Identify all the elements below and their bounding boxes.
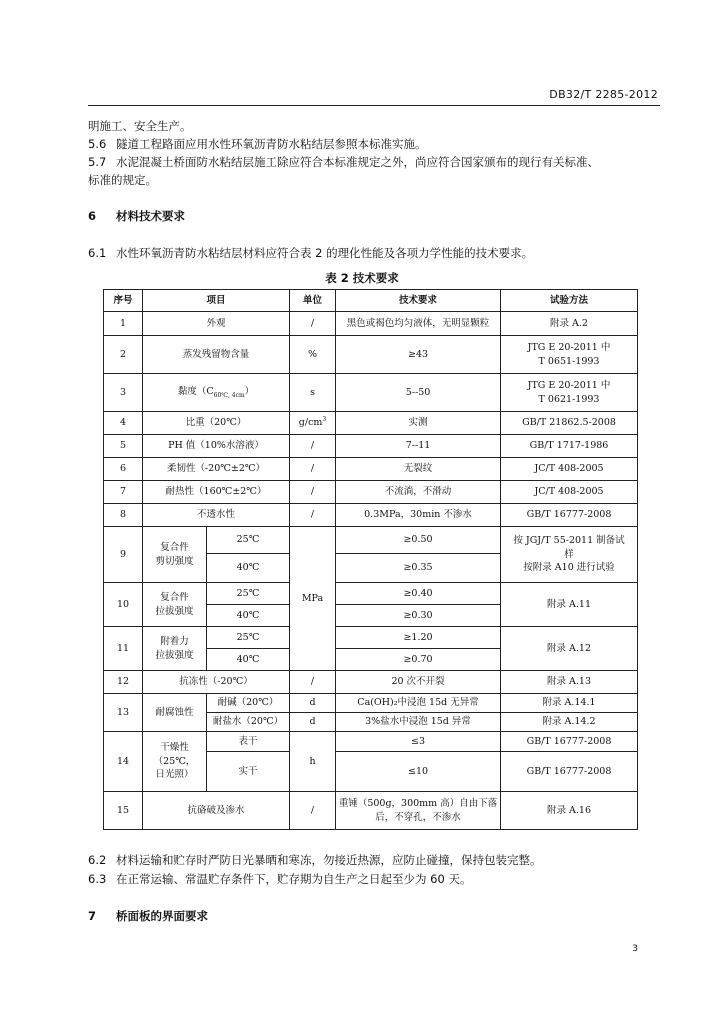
row-method: GB/T 21862.5-2008 xyxy=(501,412,638,435)
row-method: GB/T 16777-2008 xyxy=(501,752,638,792)
row-item xyxy=(143,374,290,412)
table-caption: 表 2 技术要求 xyxy=(325,271,399,285)
clause-6-2 xyxy=(88,852,542,868)
technical-requirements-table xyxy=(103,289,638,830)
row-condition: 表干 xyxy=(207,732,290,752)
row-requirement: 无裂纹 xyxy=(336,458,501,481)
row-method: GB/T 16777-2008 xyxy=(501,504,638,527)
row-requirement: 5--50 xyxy=(336,374,501,412)
row-condition: 40℃ xyxy=(207,649,290,671)
row-requirement: ≤10 xyxy=(336,752,501,792)
row-no: 1 xyxy=(104,312,143,336)
requirement-line: 后，不穿孔，不渗水 xyxy=(375,811,461,823)
clause-number: 5.6 xyxy=(88,137,107,151)
method-line: 按 JGJ/T 55-2011 制备试 xyxy=(513,534,625,546)
row-no: 10 xyxy=(104,583,143,627)
row-no: 14 xyxy=(104,732,143,792)
row-method: 附录 A.12 xyxy=(501,627,638,671)
item-line: 日光照） xyxy=(155,769,194,781)
row-item: 抗冻性（-20℃） xyxy=(143,671,290,694)
row-condition: 40℃ xyxy=(207,605,290,627)
row-no: 8 xyxy=(104,504,143,527)
row-item: 比重（20℃） xyxy=(143,412,290,435)
row-requirement: 0.3MPa，30min 不渗水 xyxy=(336,504,501,527)
row-requirement: ≥0.30 xyxy=(336,605,501,627)
row-unit: / xyxy=(290,792,336,830)
row-item: 蒸发残留物含量 xyxy=(143,336,290,374)
item-line: 拉拔强度 xyxy=(155,605,194,617)
clause-6-3 xyxy=(88,871,471,887)
method-line: 按附录 A10 进行试验 xyxy=(523,562,615,574)
row-method: 附录 A.14.2 xyxy=(501,713,638,732)
clause-number: 6.2 xyxy=(88,853,107,867)
table-row xyxy=(104,412,638,435)
row-item: 耐热性（160℃±2℃） xyxy=(143,481,290,504)
paragraph-continuation: 明施工、安全生产。 xyxy=(88,119,192,133)
row-unit: h xyxy=(290,732,336,792)
row-requirement: ≥0.35 xyxy=(336,554,501,583)
row-method: JC/T 408-2005 xyxy=(501,481,638,504)
document-code: DB32/T 2285-2012 xyxy=(549,88,658,101)
item-subscript: 60℃, 4cm xyxy=(213,391,245,399)
row-unit: d xyxy=(290,694,336,713)
row-requirement: ≥0.70 xyxy=(336,649,501,671)
table-row xyxy=(104,694,638,713)
row-unit: / xyxy=(290,435,336,458)
row-unit-mpa: MPa xyxy=(290,527,336,671)
table-row xyxy=(104,435,638,458)
section-7-heading xyxy=(88,908,208,924)
row-requirement: 20 次不开裂 xyxy=(336,671,501,694)
row-method xyxy=(501,527,638,583)
row-method xyxy=(501,336,638,374)
clause-text: 在正常运输、常温贮存条件下，贮存期为自生产之日起至少为 60 天。 xyxy=(116,872,472,886)
row-condition: 耐盐水（20℃） xyxy=(207,713,290,732)
clause-text: 隧道工程路面应用水性环氧沥青防水粘结层参照本标准实施。 xyxy=(116,137,427,151)
requirement-line: 重锤（500g，300mm 高）自由下落 xyxy=(338,797,498,809)
row-method: 附录 A.16 xyxy=(501,792,638,830)
row-requirement: 3%盐水中浸泡 15d 异常 xyxy=(336,713,501,732)
item-text-end: ） xyxy=(244,385,255,397)
item-line: 干燥性 xyxy=(160,741,189,753)
row-requirement: ≥0.40 xyxy=(336,583,501,605)
row-method xyxy=(501,374,638,412)
row-item: 外观 xyxy=(143,312,290,336)
row-requirement: 实测 xyxy=(336,412,501,435)
row-requirement: ≥43 xyxy=(336,336,501,374)
item-line: 复合件 xyxy=(160,541,189,553)
row-method: 附录 A.14.1 xyxy=(501,694,638,713)
row-unit: / xyxy=(290,504,336,527)
page-number: 3 xyxy=(632,944,638,954)
row-unit xyxy=(290,412,336,435)
row-requirement: 7--11 xyxy=(336,435,501,458)
clause-number: 5.7 xyxy=(88,155,107,169)
row-item xyxy=(143,732,207,792)
row-item xyxy=(143,583,207,627)
row-condition: 25℃ xyxy=(207,583,290,605)
item-line: 附着力 xyxy=(160,635,189,647)
row-item: 抗硌破及渗水 xyxy=(143,792,290,830)
row-unit: % xyxy=(290,336,336,374)
row-method: 附录 A.13 xyxy=(501,671,638,694)
header-requirement: 技术要求 xyxy=(336,290,501,312)
header-method: 试验方法 xyxy=(501,290,638,312)
row-no: 4 xyxy=(104,412,143,435)
row-condition: 25℃ xyxy=(207,527,290,554)
row-method: JC/T 408-2005 xyxy=(501,458,638,481)
unit-superscript: 3 xyxy=(322,416,327,424)
clause-text: 水泥混凝土桥面防水粘结层施工除应符合本标准规定之外，尚应符合国家颁布的现行有关标准、 xyxy=(116,155,599,169)
row-item: 耐腐蚀性 xyxy=(143,694,207,732)
row-unit: / xyxy=(290,481,336,504)
method-line: 样 xyxy=(564,548,574,560)
row-unit: / xyxy=(290,312,336,336)
row-no: 6 xyxy=(104,458,143,481)
method-line: T 0621-1993 xyxy=(538,393,600,405)
clause-text: 水性环氧沥青防水粘结层材料应符合表 2 的理化性能及各项力学性能的技术要求。 xyxy=(116,246,534,260)
row-item xyxy=(143,627,207,671)
row-requirement: 黑色或褐色均匀液体，无明显颗粒 xyxy=(336,312,501,336)
section-title: 材料技术要求 xyxy=(116,209,185,223)
row-method: 附录 A.2 xyxy=(501,312,638,336)
table-row xyxy=(104,481,638,504)
row-method: 附录 A.11 xyxy=(501,583,638,627)
table-row xyxy=(104,312,638,336)
row-method: GB/T 16777-2008 xyxy=(501,732,638,752)
clause-number: 6.3 xyxy=(88,872,107,886)
row-no: 15 xyxy=(104,792,143,830)
row-item xyxy=(143,527,207,583)
table-row xyxy=(104,583,638,605)
row-condition: 实干 xyxy=(207,752,290,792)
row-no: 11 xyxy=(104,627,143,671)
row-condition: 40℃ xyxy=(207,554,290,583)
section-title: 桥面板的界面要求 xyxy=(116,909,208,923)
table-row xyxy=(104,458,638,481)
table-row xyxy=(104,792,638,830)
table-row xyxy=(104,504,638,527)
row-requirement: ≥1.20 xyxy=(336,627,501,649)
item-line: 拉拔强度 xyxy=(155,649,194,661)
row-requirement xyxy=(336,792,501,830)
table-row xyxy=(104,627,638,649)
row-requirement: Ca(OH)₂中浸泡 15d 无异常 xyxy=(336,694,501,713)
header-item: 项目 xyxy=(143,290,290,312)
row-item: 不透水性 xyxy=(143,504,290,527)
row-unit: / xyxy=(290,458,336,481)
method-line: T 0651-1993 xyxy=(538,355,600,367)
row-requirement: ≤3 xyxy=(336,732,501,752)
row-unit: / xyxy=(290,671,336,694)
clause-6-1 xyxy=(88,245,533,261)
row-unit: s xyxy=(290,374,336,412)
clause-5-7 xyxy=(88,154,599,170)
clause-text: 材料运输和贮存时严防日光暴晒和寒冻，勿接近热源，应防止碰撞，保持包装完整。 xyxy=(116,853,542,867)
header-unit: 单位 xyxy=(290,290,336,312)
table-row xyxy=(104,527,638,554)
section-number: 6 xyxy=(88,209,97,223)
row-no: 9 xyxy=(104,527,143,583)
item-line: （25℃， xyxy=(153,755,196,767)
method-line: JTG E 20-2011 中 xyxy=(527,341,611,353)
unit-text: g/cm xyxy=(298,417,323,429)
row-no: 2 xyxy=(104,336,143,374)
item-line: 复合件 xyxy=(160,591,189,603)
table-row xyxy=(104,671,638,694)
row-requirement: 不流淌，不滑动 xyxy=(336,481,501,504)
table-header-row xyxy=(104,290,638,312)
row-no: 7 xyxy=(104,481,143,504)
table-row xyxy=(104,336,638,374)
section-6-heading xyxy=(88,208,185,224)
item-text: 黏度（C xyxy=(177,385,214,397)
row-method: GB/T 1717-1986 xyxy=(501,435,638,458)
row-unit: d xyxy=(290,713,336,732)
method-line: JTG E 20-2011 中 xyxy=(527,379,611,391)
row-no: 3 xyxy=(104,374,143,412)
row-no: 5 xyxy=(104,435,143,458)
row-no: 12 xyxy=(104,671,143,694)
section-number: 7 xyxy=(88,909,97,923)
item-line: 剪切强度 xyxy=(155,555,194,567)
table-row xyxy=(104,374,638,412)
clause-5-6 xyxy=(88,136,427,152)
row-item: PH 值（10%水溶液） xyxy=(143,435,290,458)
row-item: 柔韧性（-20℃±2℃） xyxy=(143,458,290,481)
table-row xyxy=(104,732,638,752)
clause-5-7-continued: 标准的规定。 xyxy=(88,173,157,187)
header-rule xyxy=(88,105,660,106)
header-no: 序号 xyxy=(104,290,143,312)
row-no: 13 xyxy=(104,694,143,732)
row-condition: 耐碱（20℃） xyxy=(207,694,290,713)
clause-number: 6.1 xyxy=(88,246,107,260)
row-requirement: ≥0.50 xyxy=(336,527,501,554)
row-condition: 25℃ xyxy=(207,627,290,649)
